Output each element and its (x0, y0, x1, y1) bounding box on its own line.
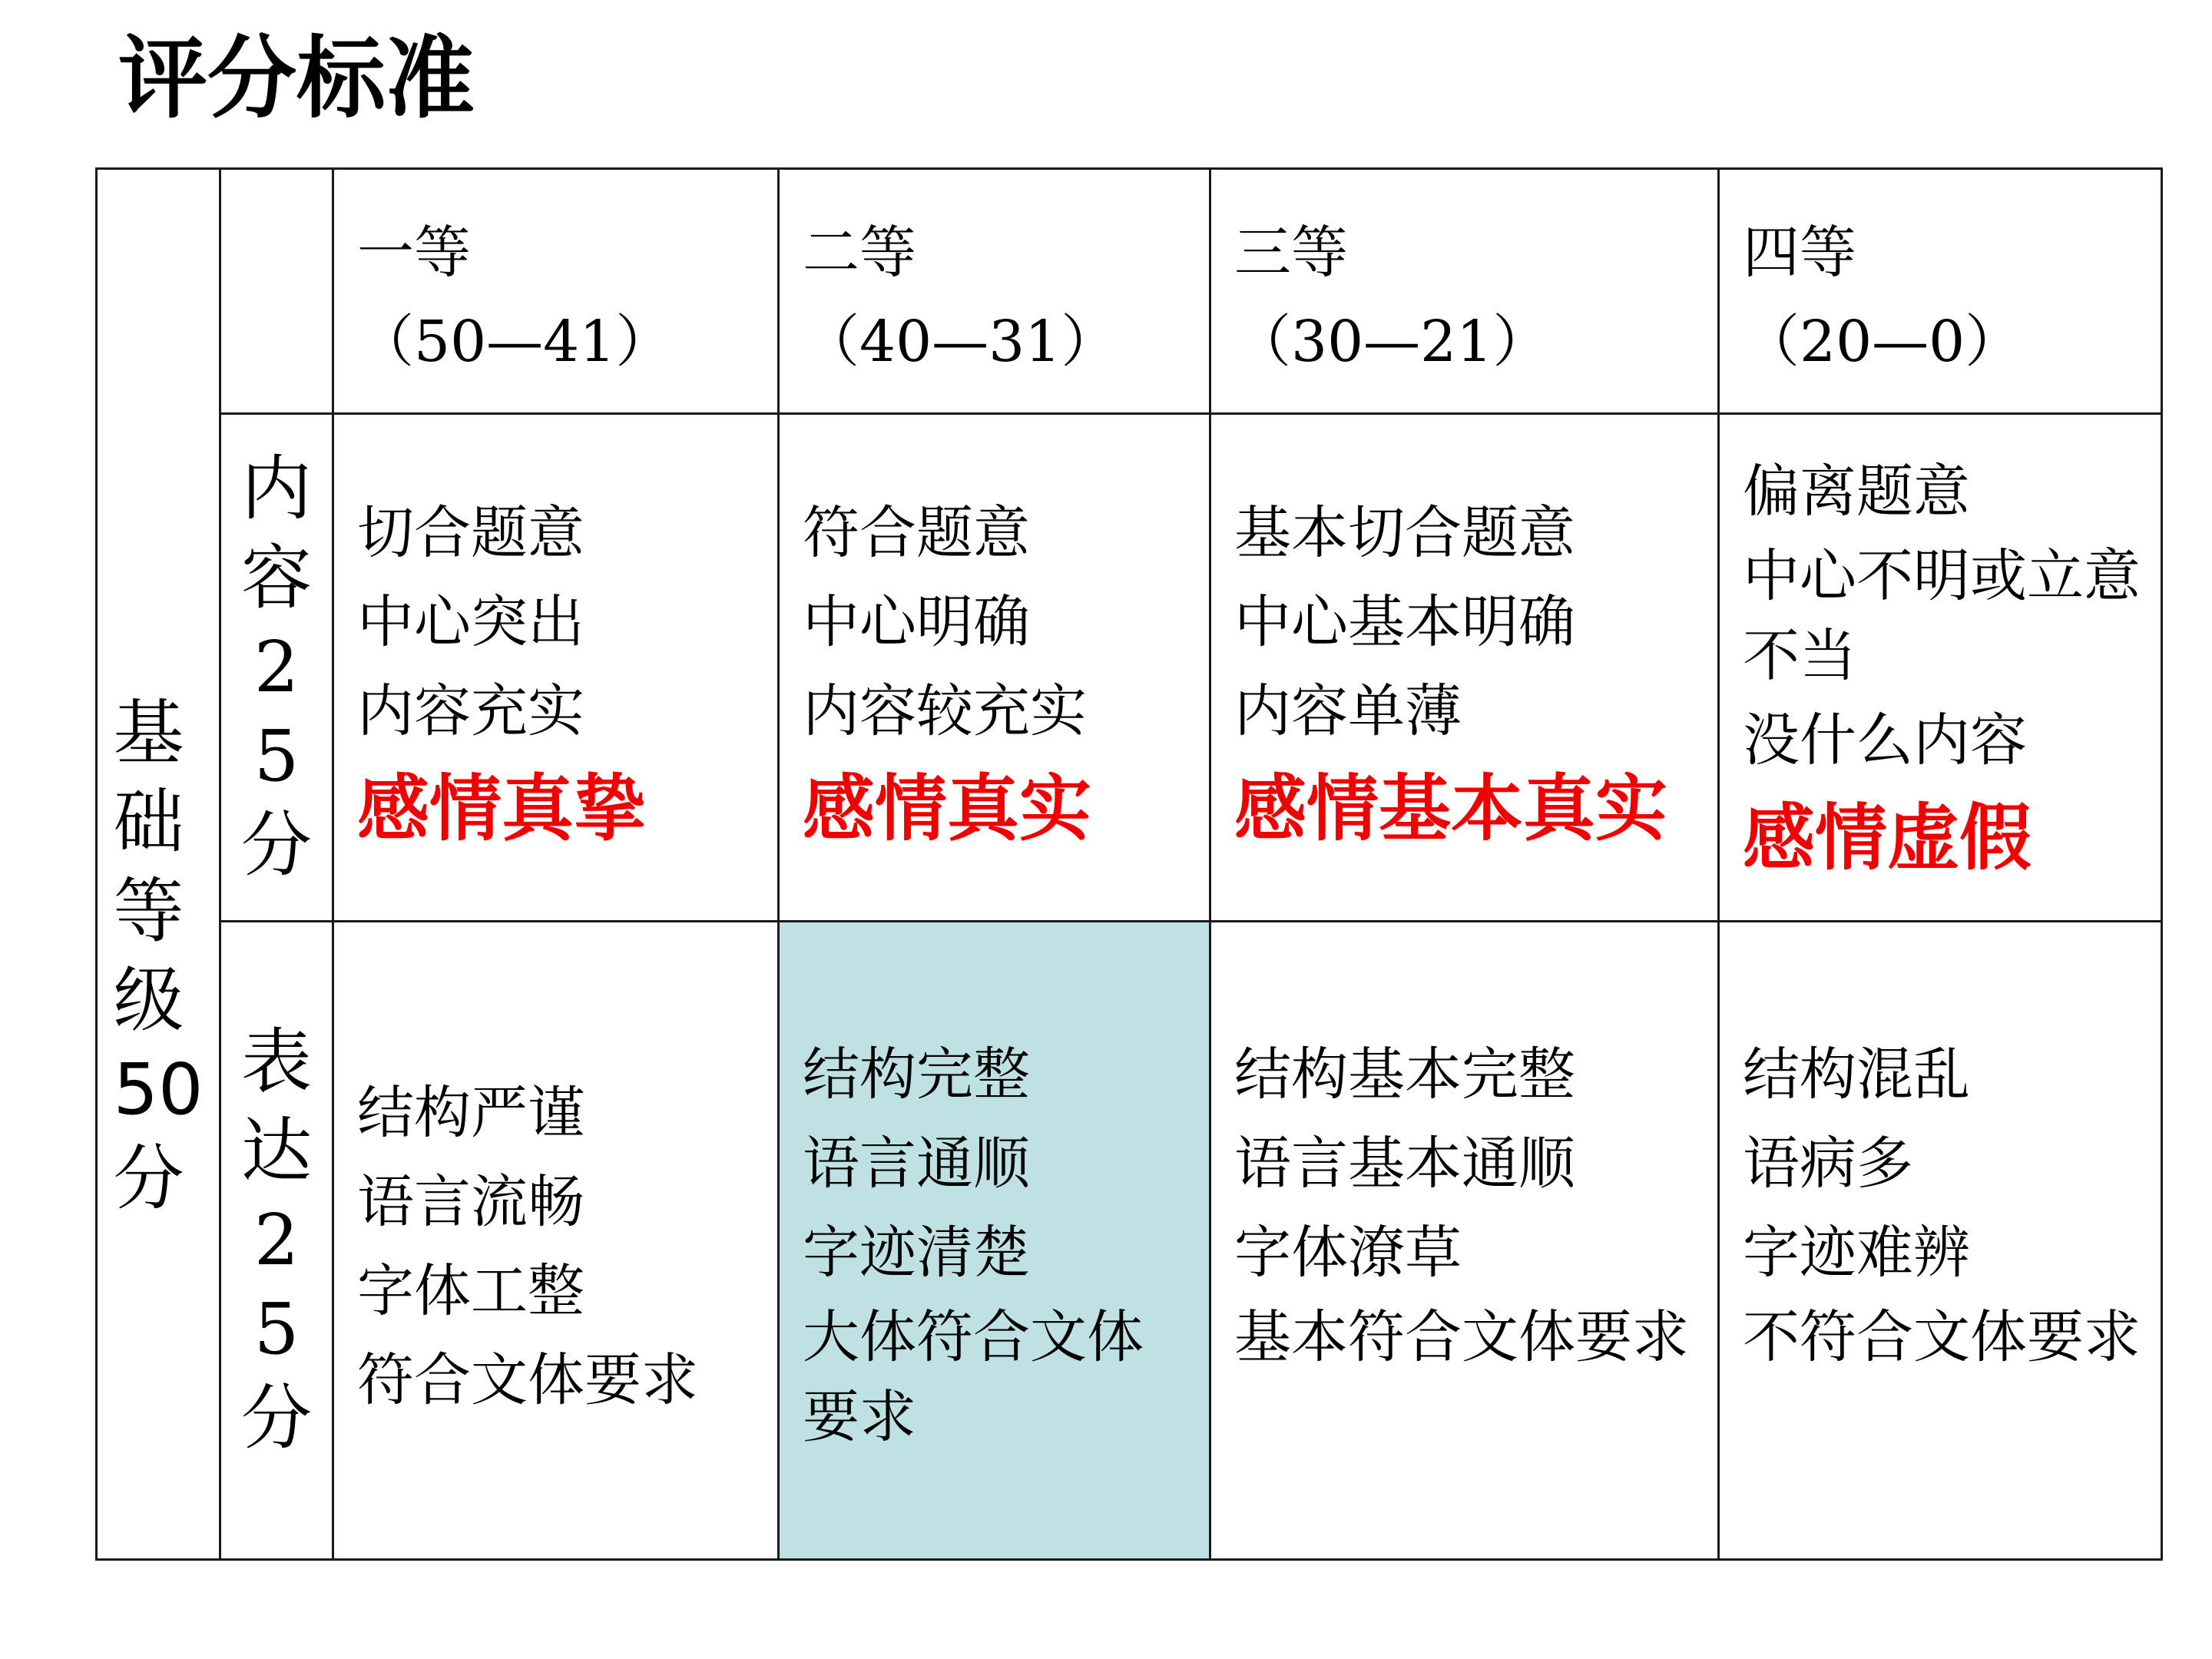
grade-range: （20—0） (1743, 309, 2022, 375)
criteria-line: 字迹清楚 (803, 1220, 1030, 1286)
content-label-char: 2 (253, 626, 300, 708)
criteria-line: 中心基本明确 (1234, 589, 1575, 655)
left-label-char: 础 (113, 781, 184, 863)
criteria-line: 字体潦草 (1234, 1220, 1462, 1286)
criteria-line: 符合文体要求 (357, 1347, 698, 1413)
grade-name: 三等 (1234, 220, 1348, 286)
criteria-line: 基本符合文体要求 (1234, 1304, 1689, 1370)
criteria-line: 语言基本通顺 (1234, 1131, 1575, 1197)
criteria-line: 符合题意 (803, 500, 1030, 566)
criteria-line: 偏离题意 (1743, 459, 1970, 525)
expression-label-char: 表 (240, 1021, 312, 1103)
criteria-line: 没什么内容 (1743, 707, 2027, 773)
criteria-line: 结构混乱 (1743, 1041, 1970, 1108)
expression-cell-1 (332, 920, 780, 1561)
criteria-line: 中心明确 (803, 589, 1030, 655)
criteria-line: 大体符合文体要求 (803, 1304, 1144, 1450)
criteria-line: 结构完整 (803, 1041, 1030, 1108)
grade-name: 二等 (803, 220, 916, 286)
grade-header-2 (777, 167, 1211, 415)
content-label-char: 容 (240, 537, 312, 619)
criteria-line: 语病多 (1743, 1131, 1913, 1197)
criteria-line: 结构基本完整 (1234, 1041, 1575, 1108)
criteria-line: 字体工整 (357, 1258, 584, 1324)
criteria-line: 结构严谨 (357, 1080, 584, 1146)
left-label-char: 等 (113, 870, 184, 952)
expression-label-char: 分 (240, 1377, 312, 1459)
grade-range: （40—31） (803, 309, 1118, 375)
criteria-line: 基本切合题意 (1234, 500, 1575, 566)
grade-range: （30—21） (1234, 309, 1550, 375)
expression-cell-4 (1717, 920, 2163, 1561)
expression-cell-2-highlighted (777, 920, 1211, 1561)
content-label-char: 分 (240, 804, 312, 886)
criteria-line: 中心突出 (357, 589, 584, 655)
content-cell-1 (332, 412, 780, 922)
expression-label-char: 2 (253, 1199, 300, 1281)
criteria-line: 中心不明或立意不当 (1743, 543, 2141, 689)
criteria-line: 不符合文体要求 (1743, 1304, 2141, 1370)
criteria-line: 语言流畅 (357, 1169, 584, 1235)
grade-header-4 (1717, 167, 2163, 415)
expression-label-char: 5 (253, 1288, 300, 1370)
header-corner (219, 167, 334, 415)
content-cell-4 (1717, 412, 2163, 922)
emotion-line: 感情真挚 (357, 767, 647, 851)
content-label (219, 412, 334, 922)
grade-header-1 (332, 167, 780, 415)
content-label-char: 内 (240, 448, 312, 530)
page-title: 评分标准 (118, 27, 475, 131)
emotion-line: 感情虚假 (1743, 796, 2032, 880)
grade-header-3 (1209, 167, 1720, 415)
criteria-line: 内容较充实 (803, 678, 1087, 744)
scoring-table (95, 167, 2163, 1561)
left-label-char: 分 (113, 1137, 184, 1220)
left-label-char: 基 (113, 692, 184, 774)
content-cell-2 (777, 412, 1211, 922)
basic-level-label (95, 167, 221, 1561)
criteria-line: 内容单薄 (1234, 678, 1462, 744)
expression-cell-3 (1209, 920, 1720, 1561)
criteria-line: 语言通顺 (803, 1131, 1030, 1197)
emotion-line: 感情基本真实 (1234, 767, 1668, 851)
expression-label (219, 920, 334, 1561)
criteria-line: 字迹难辨 (1743, 1220, 1970, 1286)
grade-name: 四等 (1743, 220, 1856, 286)
left-label-char: 级 (113, 959, 184, 1041)
content-label-char: 5 (253, 715, 300, 797)
content-cell-3 (1209, 412, 1720, 922)
expression-label-char: 达 (240, 1110, 312, 1192)
grade-name: 一等 (357, 220, 471, 286)
grade-range: （50—41） (357, 309, 673, 375)
criteria-line: 切合题意 (357, 500, 584, 566)
left-label-char: 50 (113, 1048, 204, 1131)
emotion-line: 感情真实 (803, 767, 1092, 851)
criteria-line: 内容充实 (357, 678, 584, 744)
